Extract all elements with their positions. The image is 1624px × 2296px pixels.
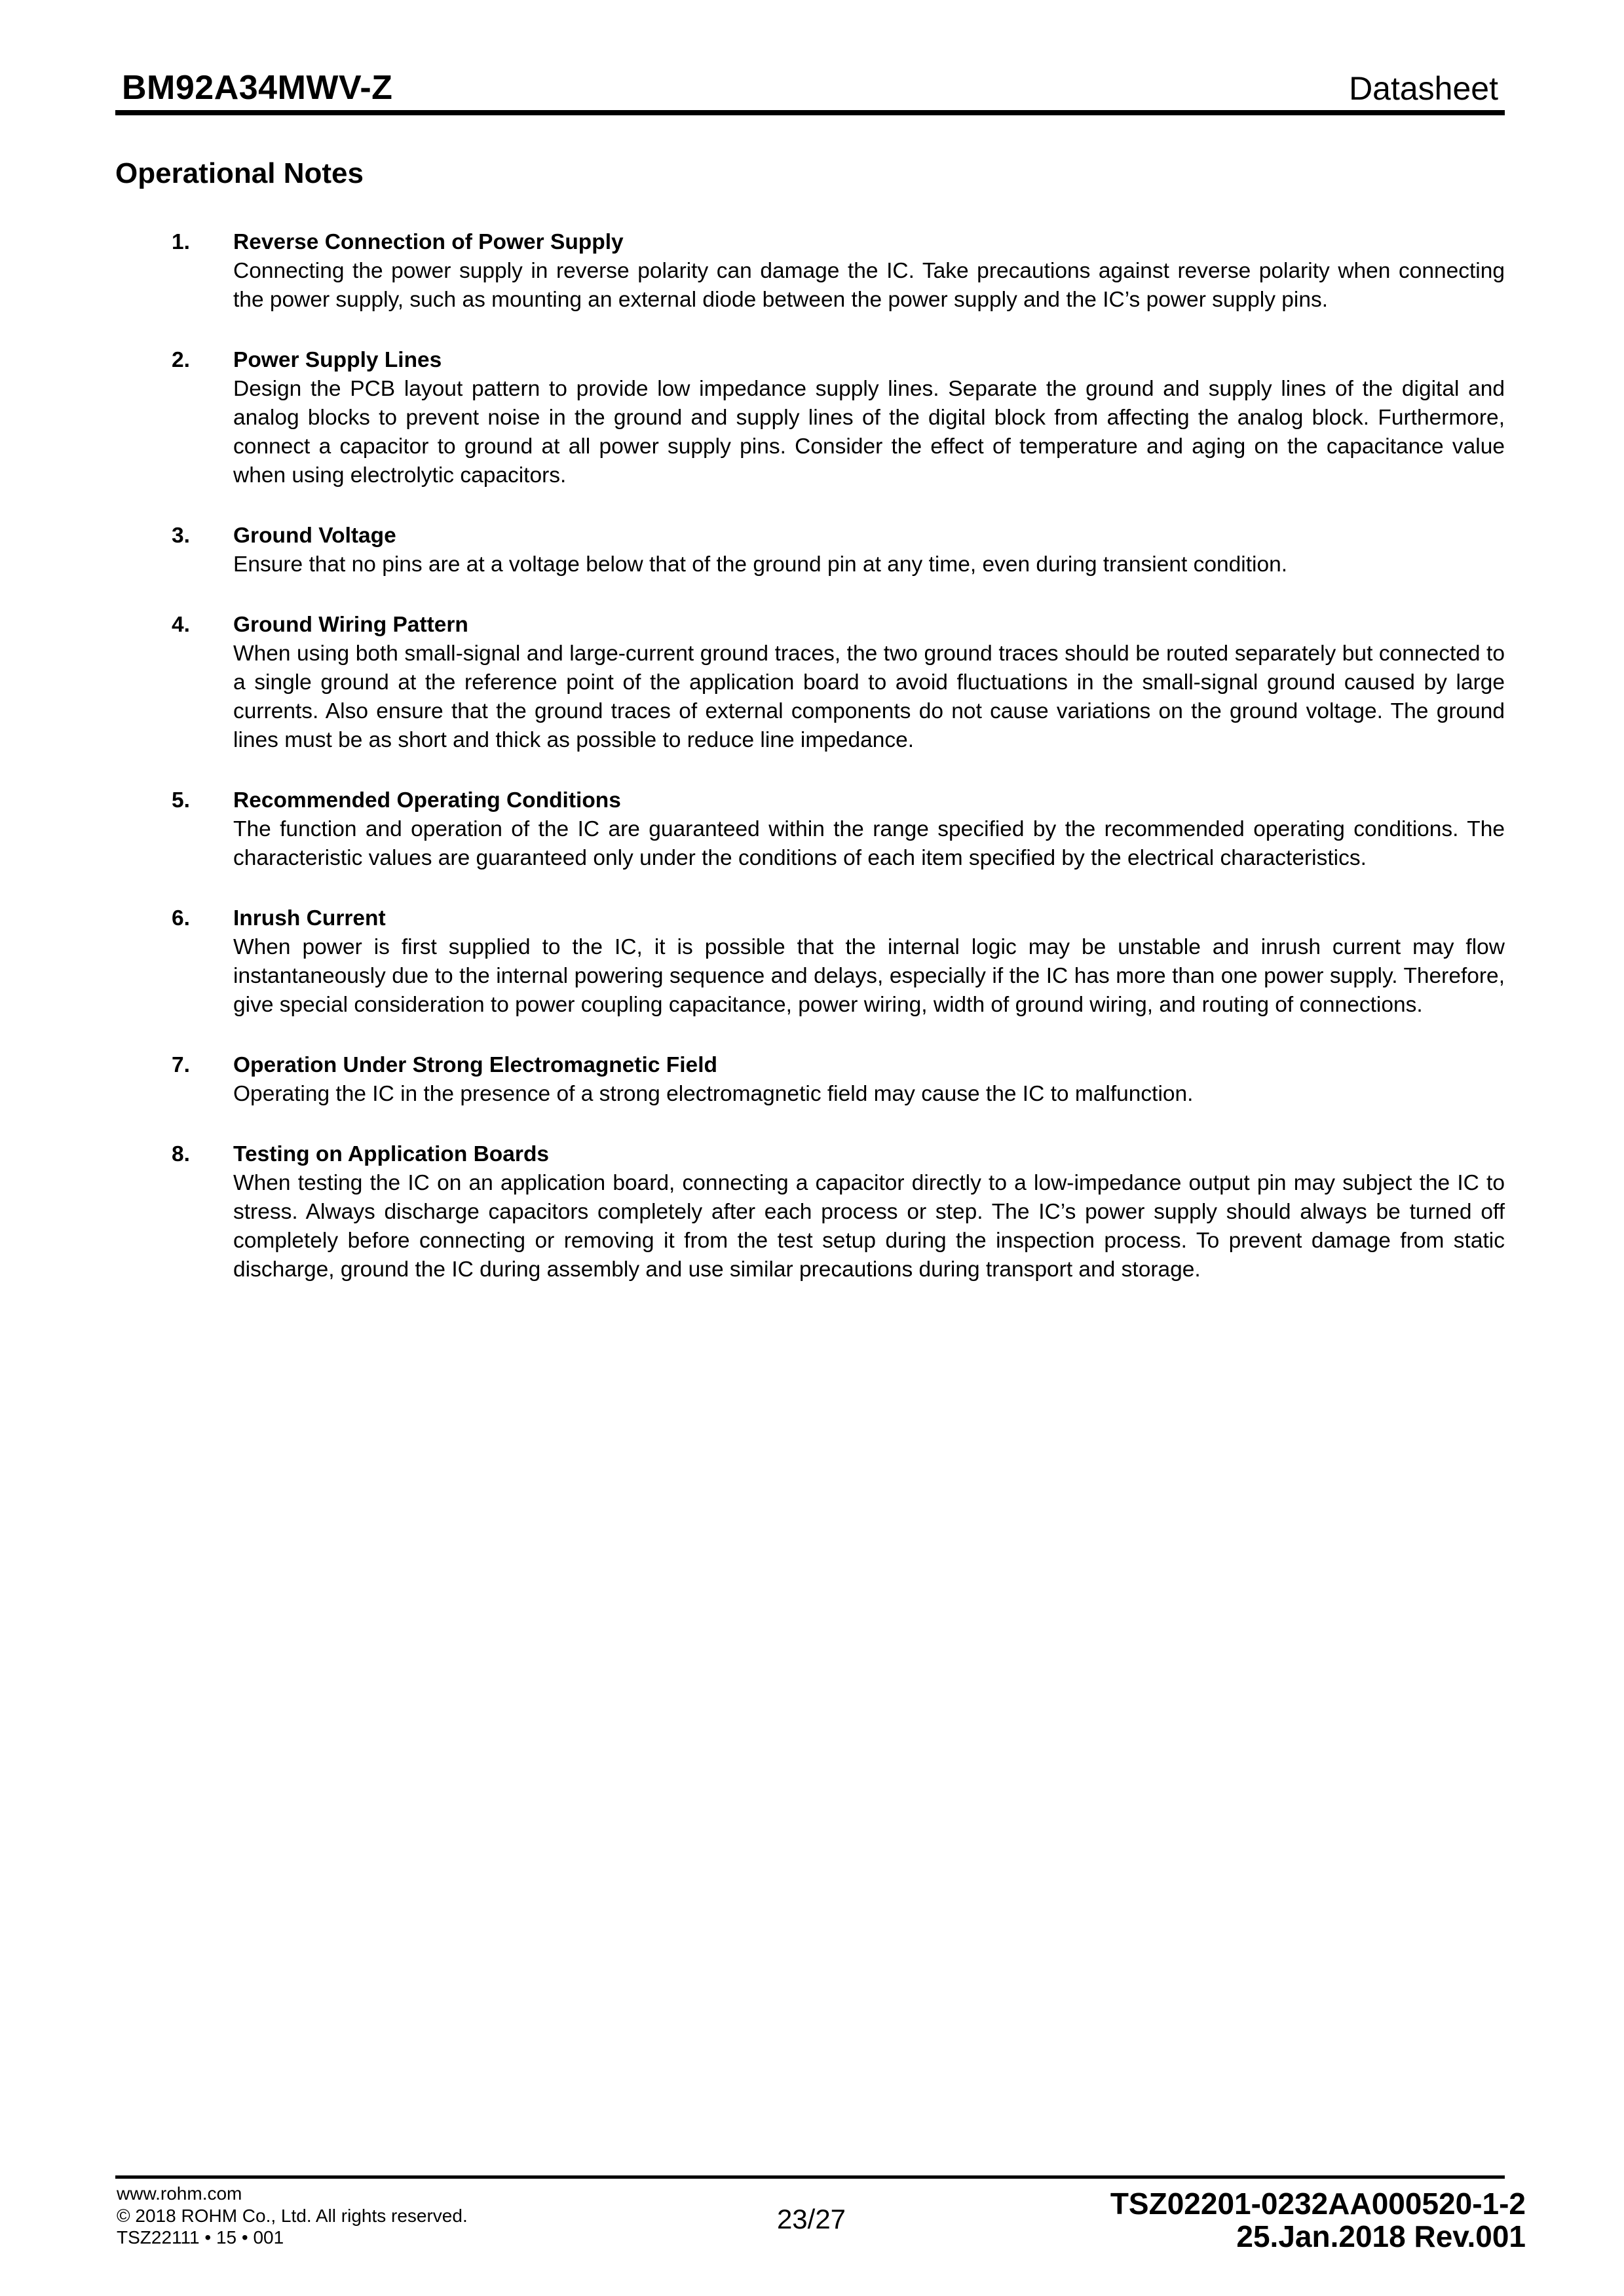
footer-copyright: © 2018 ROHM Co., Ltd. All rights reserved.	[117, 2205, 468, 2226]
footer-right-block	[1110, 2187, 1526, 2253]
footer-doc-ref: TSZ02201-0232AA000520-1-2	[1110, 2187, 1526, 2221]
footer-website: www.rohm.com	[117, 2183, 242, 2204]
section-body: When using both small-signal and large-current ground traces, the two ground traces should be routed separately but connected to a single ground at the reference point of the application board to avoid fluctuations in the small-signal ground caused by large currents. Also ensure that the ground traces of external components do not cause variations on the ground voltage. The ground lines must be as short and thick as possible to reduce line impedance.	[233, 641, 1505, 752]
section-content	[233, 522, 1505, 579]
section-content	[233, 611, 1505, 755]
section-title: Recommended Operating Conditions	[233, 788, 621, 813]
section-title: Operation Under Strong Electromagnetic Field	[233, 1053, 717, 1077]
section-content	[233, 346, 1505, 490]
section-body: When testing the IC on an application board, connecting a capacitor directly to a low-impedance output pin may subject the IC to stress. Always discharge capacitors completely after each process or step. The IC’s power supply should always be turned off completely before connecting or removing it from the test setup during the inspection process. To prevent damage from static discharge, ground the IC during assembly and use similar precautions during transport and storage.	[233, 1171, 1505, 1282]
section-ground-voltage	[118, 522, 1505, 579]
section-title: Power Supply Lines	[233, 348, 442, 372]
section-reverse-connection	[118, 228, 1505, 315]
section-title: Ground Wiring Pattern	[233, 613, 468, 637]
section-testing-application-boards	[118, 1140, 1505, 1284]
section-title: Ground Voltage	[233, 524, 396, 548]
section-number: 4.	[172, 613, 190, 637]
page-title: Operational Notes	[115, 157, 364, 189]
section-electromagnetic-field	[118, 1051, 1505, 1109]
section-title: Testing on Application Boards	[233, 1142, 550, 1166]
section-title: Reverse Connection of Power Supply	[233, 230, 624, 254]
section-number: 5.	[172, 788, 190, 813]
footer-revision: 25.Jan.2018 Rev.001	[1236, 2219, 1526, 2253]
section-title: Inrush Current	[233, 906, 386, 930]
section-content	[233, 904, 1505, 1020]
section-number: 1.	[172, 230, 190, 254]
section-body: When power is first supplied to the IC, it is possible that the internal logic may be unstable and inrush current may flow instantaneously due to the internal powering sequence and delays, especially if the IC has more than one power supply. Therefore, give special consideration to power coupling capacitance, power wiring, width of ground wiring, and routing of connections.	[233, 935, 1505, 1017]
section-number: 2.	[172, 348, 190, 372]
section-content	[233, 1140, 1505, 1284]
section-ground-wiring-pattern	[118, 611, 1505, 755]
section-number: 6.	[172, 906, 190, 930]
section-body: Design the PCB layout pattern to provide low impedance supply lines. Separate the ground and supply lines of the digital and analog blocks to prevent noise in the ground and supply lines of the digital block from affecting the analog block. Furthermore, connect a capacitor to ground at all power supply pins. Consider the effect of temperature and aging on the capacitance value when using electrolytic capacitors.	[233, 377, 1505, 488]
section-recommended-operating-conditions	[118, 786, 1505, 873]
footer-rule	[115, 2175, 1505, 2179]
section-number: 7.	[172, 1053, 190, 1077]
section-body: Connecting the power supply in reverse polarity can damage the IC. Take precautions against reverse polarity when connecting the power supply, such as mounting an external diode between the power supply and the IC’s power supply pins.	[233, 259, 1505, 312]
section-content	[233, 1051, 1505, 1109]
section-body: Ensure that no pins are at a voltage below that of the ground pin at any time, even during transient condition.	[233, 552, 1288, 577]
section-number: 3.	[172, 524, 190, 548]
section-body: The function and operation of the IC are guaranteed within the range specified by the recommended operating conditions. The characteristic values are guaranteed only under the conditions of each item specified by the electrical characteristics.	[233, 817, 1505, 870]
section-content	[233, 786, 1505, 873]
header-doc-type: Datasheet	[1349, 70, 1498, 107]
footer-doc-code: TSZ22111 • 15 • 001	[117, 2227, 284, 2248]
section-power-supply-lines	[118, 346, 1505, 490]
section-content	[233, 228, 1505, 315]
header-product-name: BM92A34MWV-Z	[122, 69, 393, 107]
operational-notes-list	[118, 228, 1505, 1316]
section-body: Operating the IC in the presence of a strong electromagnetic field may cause the IC to malfunction.	[233, 1082, 1194, 1106]
section-inrush-current	[118, 904, 1505, 1020]
header-rule	[115, 110, 1505, 115]
section-number: 8.	[172, 1142, 190, 1166]
footer-page-number: 23/27	[776, 2204, 846, 2234]
